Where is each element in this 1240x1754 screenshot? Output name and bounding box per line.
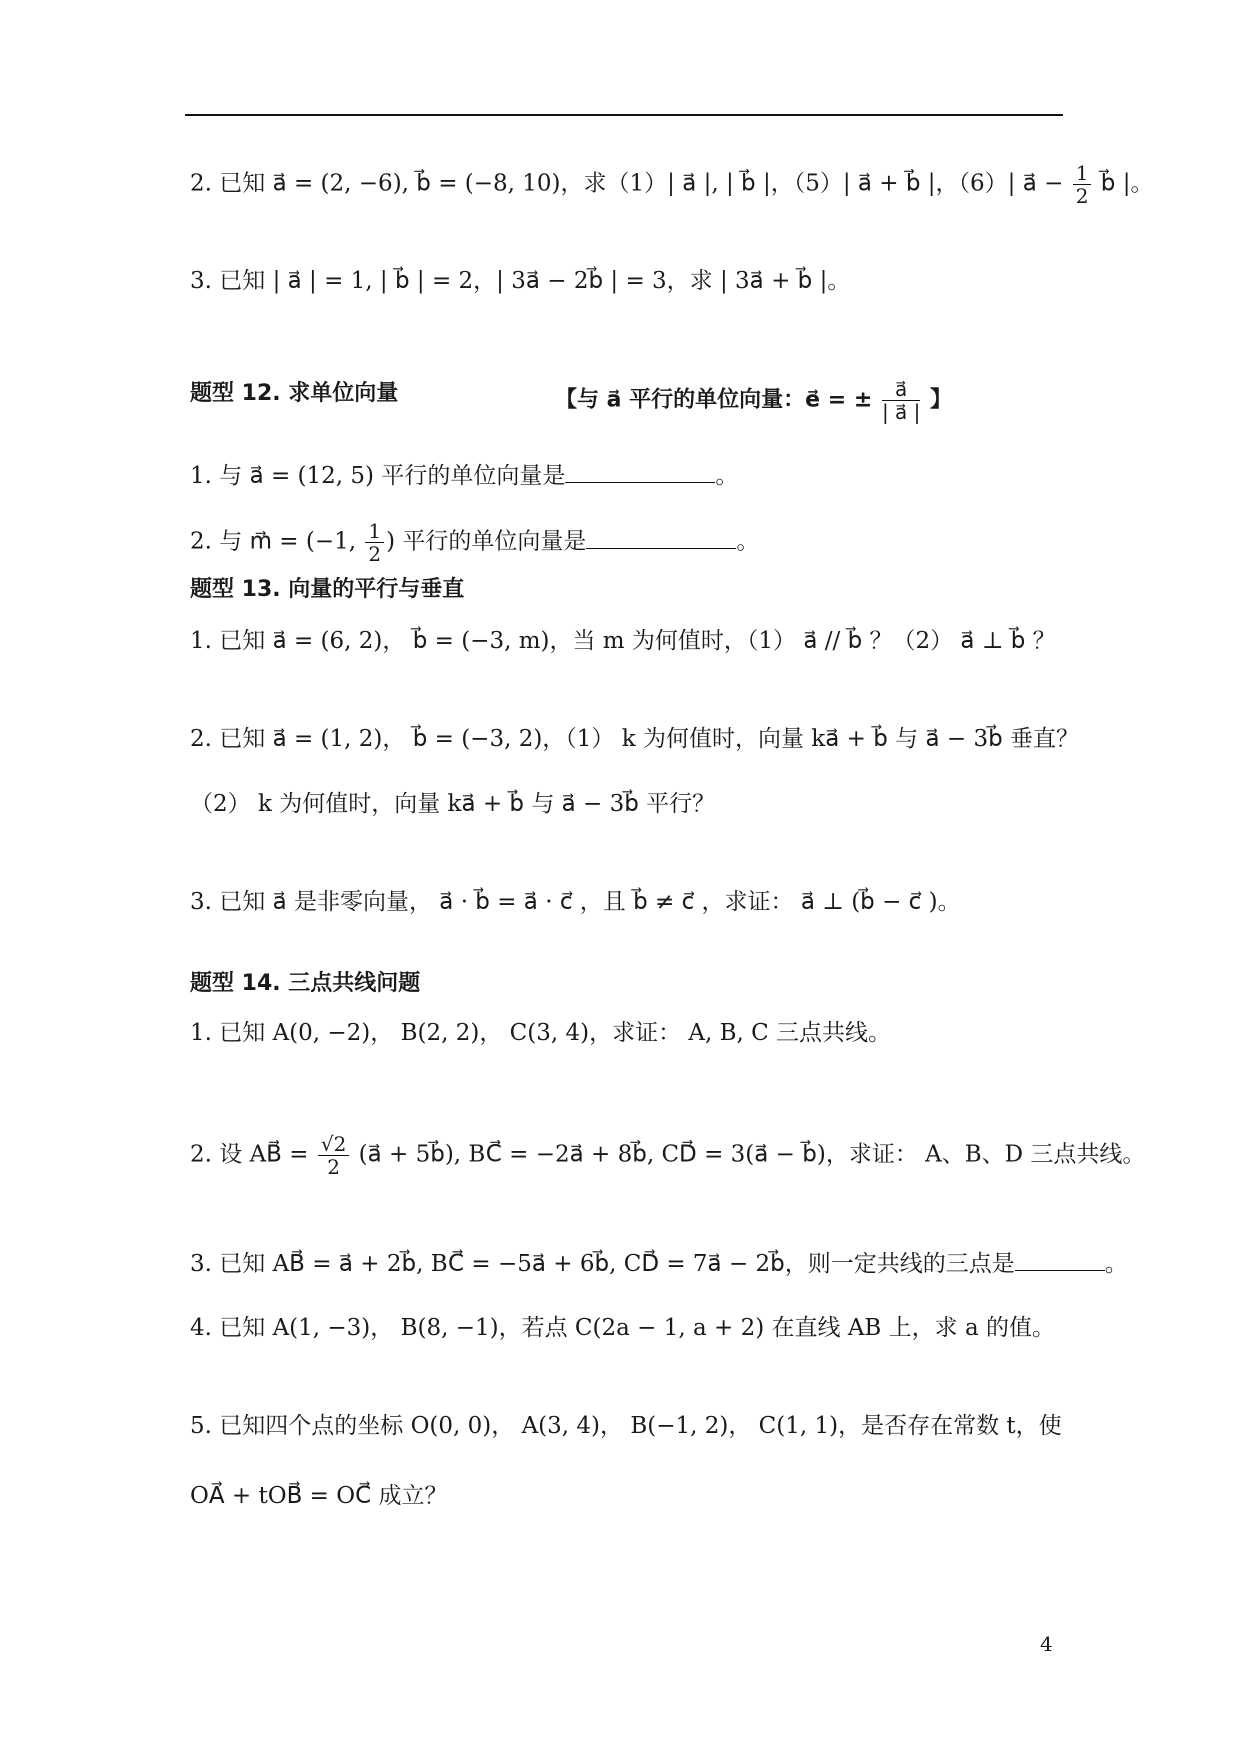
- section-heading-14: 题型 14. 三点共线问题: [190, 971, 421, 996]
- unit-vector-formula-note: [555, 378, 952, 423]
- answer-blank[interactable]: [565, 462, 715, 483]
- problem-14-5-part2: OA⃗ + tOB⃗ = OC⃗ 成立？: [190, 1483, 448, 1509]
- unit-vector-fraction: [882, 378, 920, 423]
- fraction-numerator: 1: [1073, 162, 1092, 185]
- problem-text-end: 。: [715, 463, 739, 489]
- problem-text: 1. 与 a⃗ = (12, 5) 平行的单位向量是: [190, 463, 566, 489]
- section-heading-12: 题型 12. 求单位向量: [190, 381, 399, 406]
- fraction-numerator: 1: [365, 520, 384, 543]
- page-number: 4: [1040, 1632, 1053, 1656]
- fraction-numerator: a⃗: [882, 378, 920, 401]
- problem-12-1: [190, 460, 738, 492]
- fraction-denominator: | a⃗ |: [881, 400, 921, 424]
- note-text: 【与 a⃗ 平行的单位向量：e⃗ = ±: [555, 387, 880, 413]
- problem-text-mid: ) 平行的单位向量是: [386, 528, 587, 555]
- problem-text: 2. 设 AB⃗ =: [190, 1141, 316, 1168]
- problem-14-1: 1. 已知 A(0, −2)， B(2, 2)， C(3, 4)，求证： A, B, C 三点共线。: [190, 1020, 892, 1046]
- problem-14-2: [190, 1133, 1145, 1178]
- fraction-sqrt2-over-2: [318, 1133, 349, 1178]
- fraction-half: [365, 520, 384, 565]
- problem-14-5: 5. 已知四个点的坐标 O(0, 0)， A(3, 4)， B(−1, 2)， C(1, 1)，是否存在常数 t，使: [190, 1413, 1062, 1439]
- fraction-half: [1073, 162, 1092, 207]
- fraction-denominator: 2: [368, 542, 382, 566]
- answer-blank[interactable]: [1015, 1250, 1105, 1271]
- problem-14-4: 4. 已知 A(1, −3)， B(8, −1)，若点 C(2a − 1, a + 2) 在直线 AB 上，求 a 的值。: [190, 1315, 1055, 1341]
- problem-text: 2. 与 m⃗ = (−1,: [190, 528, 364, 555]
- problem-text-tail: (a⃗ + 5b⃗), BC⃗ = −2a⃗ + 8b⃗, CD⃗ = 3(a⃗ − b⃗)，求证： A、B、D 三点共线。: [351, 1141, 1146, 1168]
- problem-text: 3. 已知 AB⃗ = a⃗ + 2b⃗, BC⃗ = −5a⃗ + 6b⃗, CD⃗ = 7a⃗ − 2b⃗，则一定共线的三点是: [190, 1251, 1015, 1277]
- problem-13-2-part2: （2） k 为何值时，向量 ka⃗ + b⃗ 与 a⃗ − 3b⃗ 平行？: [190, 791, 716, 817]
- fraction-numerator: √2: [318, 1133, 349, 1156]
- problem-13-2: 2. 已知 a⃗ = (1, 2)， b⃗ = (−3, 2)，（1） k 为何值时，向量 ka⃗ + b⃗ 与 a⃗ − 3b⃗ 垂直？: [190, 726, 1079, 752]
- problem-13-3: 3. 已知 a⃗ 是非零向量， a⃗ · b⃗ = a⃗ · c⃗ ，且 b⃗ ≠ c⃗ ，求证： a⃗ ⊥ (b⃗ − c⃗ )。: [190, 889, 961, 915]
- answer-blank[interactable]: [586, 528, 736, 549]
- problem-13-1: 1. 已知 a⃗ = (6, 2)， b⃗ = (−3, m)，当 m 为何值时，（1） a⃗ // b⃗ ？（2） a⃗ ⊥ b⃗ ？: [190, 628, 1056, 654]
- fraction-denominator: 2: [327, 1155, 340, 1179]
- section-heading-13: 题型 13. 向量的平行与垂直: [190, 577, 465, 602]
- problem-text-tail: b⃗ |。: [1093, 170, 1154, 197]
- fraction-denominator: 2: [1075, 184, 1089, 208]
- problem-12-2: [190, 520, 759, 565]
- problem-text-end: 。: [736, 528, 760, 555]
- problem-14-3: [190, 1248, 1128, 1280]
- problem-11-3: 3. 已知 | a⃗ | = 1, | b⃗ | = 2，| 3a⃗ − 2b⃗ | = 3，求 | 3a⃗ + b⃗ |。: [190, 268, 851, 294]
- problem-text-end: 。: [1104, 1251, 1128, 1277]
- problem-text: 2. 已知 a⃗ = (2, −6), b⃗ = (−8, 10)，求（1）| a⃗ |, | b⃗ |，（5）| a⃗ + b⃗ |，（6）| a⃗ −: [190, 170, 1071, 197]
- header-rule: [185, 114, 1063, 116]
- note-text-end: 】: [922, 387, 953, 413]
- problem-11-2: [190, 162, 1153, 207]
